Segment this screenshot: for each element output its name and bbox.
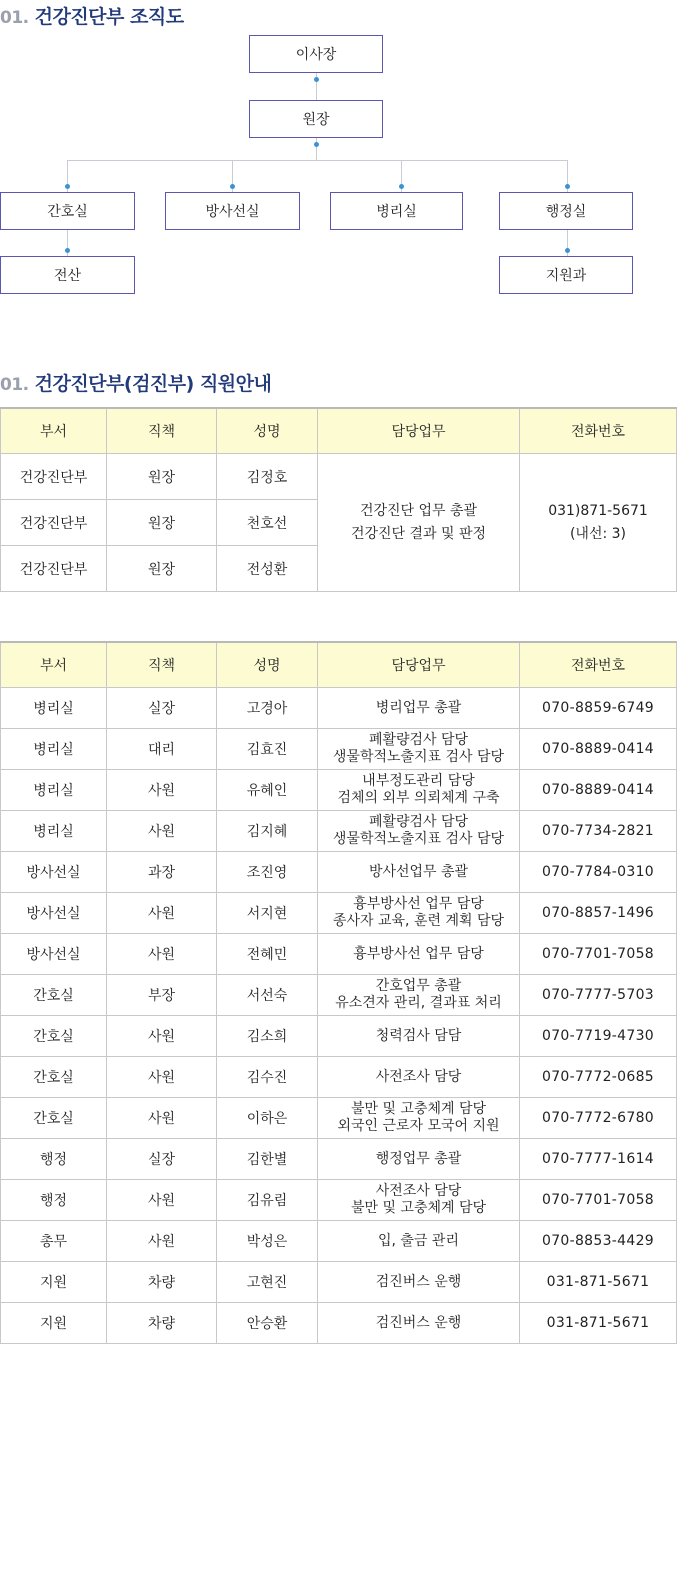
duty-line: 외국인 근로자 모국어 지원: [337, 1118, 500, 1134]
name-cell: 고현진: [217, 1262, 318, 1303]
duty-cell: [318, 1098, 520, 1139]
section-title-text: 건강진단부 조직도: [34, 6, 184, 28]
duty-cell: [318, 688, 520, 729]
duty-cell: [318, 1139, 520, 1180]
position-cell: 사원: [107, 770, 217, 811]
phone-cell: 070-7777-5703: [520, 975, 677, 1016]
duty-line: 흉부방사선 업무 담당: [353, 945, 484, 962]
table-row: [1, 934, 677, 975]
dept-cell: 병리실: [1, 770, 107, 811]
section-title-text: 건강진단부(검진부) 직원안내: [34, 373, 272, 395]
position-cell: 부장: [107, 975, 217, 1016]
position-cell: 사원: [107, 1057, 217, 1098]
connector-dot: [314, 77, 319, 82]
name-cell: 유혜인: [217, 770, 318, 811]
position-cell: 실장: [107, 1139, 217, 1180]
connector-line: [67, 160, 568, 161]
duty-line: 불만 및 고충체계 담당: [350, 1101, 487, 1117]
column-header: 부서: [1, 642, 107, 688]
name-cell: 천호선: [217, 500, 318, 546]
name-cell: 전혜민: [217, 934, 318, 975]
table-row: [1, 1098, 677, 1139]
column-header: 부서: [1, 408, 107, 454]
name-cell: 김정호: [217, 454, 318, 500]
column-header: 전화번호: [520, 642, 677, 688]
phone-cell: 070-7701-7058: [520, 1180, 677, 1221]
directors-table: [0, 407, 677, 592]
table-row: [1, 1057, 677, 1098]
name-cell: 김효진: [217, 729, 318, 770]
duty-line: 병리업무 총괄: [375, 699, 462, 716]
duty-line: 흉부방사선 업무 담당: [353, 896, 484, 912]
phone-cell: 031-871-5671: [520, 1262, 677, 1303]
duty-cell: [318, 454, 520, 592]
name-cell: 김한별: [217, 1139, 318, 1180]
duty-cell: [318, 1221, 520, 1262]
position-cell: 차량: [107, 1262, 217, 1303]
dept-cell: 간호실: [1, 1016, 107, 1057]
dept-cell: 방사선실: [1, 934, 107, 975]
duty-line: 종사자 교육, 훈련 계획 담당: [332, 913, 504, 929]
phone-cell: 070-7772-6780: [520, 1098, 677, 1139]
name-cell: 서선숙: [217, 975, 318, 1016]
phone-cell: 070-8889-0414: [520, 770, 677, 811]
connector-dot: [65, 184, 70, 189]
connector-dot: [230, 184, 235, 189]
phone-number: 031)871-5671: [548, 502, 648, 519]
duty-cell: [318, 1057, 520, 1098]
table-row: [1, 688, 677, 729]
staff-table: [0, 641, 677, 1344]
dept-cell: 지원: [1, 1262, 107, 1303]
duty-cell: [318, 729, 520, 770]
duty-line: 폐활량검사 담당: [368, 814, 469, 830]
section-number: 01.: [0, 375, 29, 395]
position-cell: 차량: [107, 1303, 217, 1344]
dept-cell: 간호실: [1, 1057, 107, 1098]
phone-cell: 070-7784-0310: [520, 852, 677, 893]
phone-cell: 070-8859-6749: [520, 688, 677, 729]
org-node-director: 원장: [249, 100, 383, 138]
org-node-chairman: 이사장: [249, 35, 383, 73]
section-number: 01.: [0, 8, 29, 28]
table-row: [1, 454, 677, 500]
name-cell: 김소희: [217, 1016, 318, 1057]
duty-line: 내부정도관리 담당: [362, 773, 475, 789]
duty-cell: [318, 975, 520, 1016]
phone-cell: 070-7772-0685: [520, 1057, 677, 1098]
dept-cell: 건강진단부: [1, 500, 107, 546]
org-chart: [0, 0, 687, 310]
column-header: 담당업무: [318, 408, 520, 454]
duty-line: 방사선업무 총괄: [368, 863, 469, 880]
phone-cell: 070-7719-4730: [520, 1016, 677, 1057]
position-cell: 사원: [107, 811, 217, 852]
position-cell: 과장: [107, 852, 217, 893]
dept-cell: 행정: [1, 1139, 107, 1180]
dept-cell: 방사선실: [1, 852, 107, 893]
phone-cell: 070-7701-7058: [520, 934, 677, 975]
table-row: [1, 770, 677, 811]
position-cell: 원장: [107, 500, 217, 546]
duty-line: 유소견자 관리, 결과표 처리: [335, 995, 502, 1011]
position-cell: 실장: [107, 688, 217, 729]
connector-dot: [565, 248, 570, 253]
table-row: [1, 1180, 677, 1221]
position-cell: 사원: [107, 1180, 217, 1221]
dept-cell: 총무: [1, 1221, 107, 1262]
phone-cell: 070-8889-0414: [520, 729, 677, 770]
duty-line: 검체의 외부 의뢰체계 구축: [337, 790, 500, 806]
table-row: [1, 811, 677, 852]
duty-line: 생물학적노출지표 검사 담당: [332, 831, 505, 847]
duty-line: 사전조사 담당: [375, 1183, 462, 1199]
duty-cell: [318, 852, 520, 893]
duty-cell: [318, 1180, 520, 1221]
position-cell: 대리: [107, 729, 217, 770]
dept-cell: 병리실: [1, 811, 107, 852]
duty-cell: [318, 893, 520, 934]
connector-dot: [65, 248, 70, 253]
duty-cell: [318, 1303, 520, 1344]
org-node-support: 지원과: [499, 256, 633, 294]
phone-cell: [520, 454, 677, 592]
table-row: [1, 975, 677, 1016]
name-cell: 김지혜: [217, 811, 318, 852]
name-cell: 조진영: [217, 852, 318, 893]
table-row: [1, 1221, 677, 1262]
duty-cell: [318, 1262, 520, 1303]
org-node-admin: 행정실: [499, 192, 633, 230]
name-cell: 박성은: [217, 1221, 318, 1262]
table-row: [1, 893, 677, 934]
table-row: [1, 1303, 677, 1344]
phone-cell: 070-8853-4429: [520, 1221, 677, 1262]
duty-line: 간호업무 총괄: [375, 978, 462, 994]
table-row: [1, 852, 677, 893]
phone-cell: 031-871-5671: [520, 1303, 677, 1344]
org-node-computing: 전산: [0, 256, 135, 294]
position-cell: 원장: [107, 546, 217, 592]
position-cell: 사원: [107, 1221, 217, 1262]
org-node-pathology: 병리실: [330, 192, 463, 230]
dept-cell: 지원: [1, 1303, 107, 1344]
duty-cell: [318, 811, 520, 852]
dept-cell: 병리실: [1, 729, 107, 770]
dept-cell: 간호실: [1, 975, 107, 1016]
duty-line: 생물학적노출지표 검사 담당: [332, 749, 505, 765]
duty-line: 청력검사 담담: [375, 1027, 462, 1044]
name-cell: 서지현: [217, 893, 318, 934]
duty-line: 검진버스 운행: [375, 1273, 462, 1290]
name-cell: 김유림: [217, 1180, 318, 1221]
duty-line: 건강진단 결과 및 판정: [350, 525, 487, 542]
org-node-nursing: 간호실: [0, 192, 135, 230]
name-cell: 전성환: [217, 546, 318, 592]
org-node-radiology: 방사선실: [165, 192, 300, 230]
duty-line: 사전조사 담당: [375, 1068, 462, 1085]
dept-cell: 건강진단부: [1, 546, 107, 592]
staff-guide-title: [0, 369, 271, 396]
duty-line: 행정업무 총괄: [375, 1150, 462, 1167]
dept-cell: 병리실: [1, 688, 107, 729]
position-cell: 사원: [107, 893, 217, 934]
dept-cell: 방사선실: [1, 893, 107, 934]
table-row: [1, 1139, 677, 1180]
table-row: [1, 729, 677, 770]
connector-dot: [314, 142, 319, 147]
name-cell: 고경아: [217, 688, 318, 729]
duty-line: 불만 및 고충체계 담당: [350, 1200, 487, 1216]
connector-dot: [565, 184, 570, 189]
duty-line: 검진버스 운행: [375, 1314, 462, 1331]
column-header: 성명: [217, 642, 318, 688]
column-header: 담당업무: [318, 642, 520, 688]
dept-cell: 행정: [1, 1180, 107, 1221]
name-cell: 안승환: [217, 1303, 318, 1344]
connector-dot: [399, 184, 404, 189]
name-cell: 이하은: [217, 1098, 318, 1139]
position-cell: 사원: [107, 1016, 217, 1057]
duty-line: 입, 출금 관리: [378, 1232, 459, 1249]
column-header: 전화번호: [520, 408, 677, 454]
position-cell: 사원: [107, 1098, 217, 1139]
duty-cell: [318, 1016, 520, 1057]
staff-table-body: [1, 688, 677, 1344]
column-header: 성명: [217, 408, 318, 454]
position-cell: 사원: [107, 934, 217, 975]
phone-extension: (내선: 3): [569, 525, 627, 542]
duty-line: 폐활량검사 담당: [368, 732, 469, 748]
phone-cell: 070-7777-1614: [520, 1139, 677, 1180]
phone-cell: 070-8857-1496: [520, 893, 677, 934]
column-header: 직책: [107, 642, 217, 688]
table-header-row: [1, 642, 677, 688]
table-row: [1, 1016, 677, 1057]
dept-cell: 간호실: [1, 1098, 107, 1139]
duty-cell: [318, 934, 520, 975]
name-cell: 김수진: [217, 1057, 318, 1098]
column-header: 직책: [107, 408, 217, 454]
table-row: [1, 1262, 677, 1303]
duty-cell: [318, 770, 520, 811]
duty-line: 건강진단 업무 총괄: [359, 502, 478, 519]
position-cell: 원장: [107, 454, 217, 500]
phone-cell: 070-7734-2821: [520, 811, 677, 852]
table-header-row: [1, 408, 677, 454]
dept-cell: 건강진단부: [1, 454, 107, 500]
